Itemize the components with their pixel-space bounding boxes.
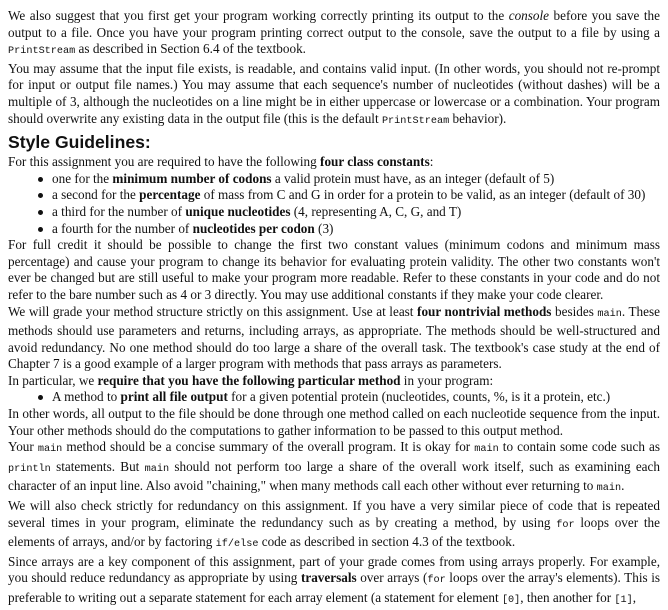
list-item bbox=[38, 221, 660, 238]
text: a valid protein must have, as an integer (default of 5) bbox=[271, 170, 555, 186]
document-body bbox=[8, 8, 660, 610]
paragraph-full-credit: For full credit it should be possible to change the first two constant values (minimum codons and minimum mass percentage) and cause your program to change its behavior for evaluating protein validity. The other two constants won't ever be changed but are still useful to make your program more readable. Refer to these constants in your code and do not refer to the bare number such as 4 or 3 directly. You may use additional constants if they make your code clearer. bbox=[8, 237, 660, 302]
text: We also suggest that you first get your program working correctly printing its output to the bbox=[8, 8, 509, 23]
code-index-0: [0] bbox=[501, 595, 521, 606]
code-main: main bbox=[474, 444, 499, 456]
code-if-else: if/else bbox=[215, 539, 259, 551]
text: Your bbox=[8, 439, 38, 455]
text: . bbox=[621, 478, 625, 494]
text: loops over the array's elements). This is preferable to writing out a separate statement for each array element (a statement for element bbox=[8, 570, 660, 605]
paragraph-arrays bbox=[8, 554, 660, 610]
bold-term: percentage bbox=[139, 187, 201, 203]
text: one for the bbox=[52, 170, 113, 186]
text: in your program: bbox=[400, 372, 494, 388]
text: loops over the elements of arrays, and/or by factoring bbox=[8, 514, 660, 550]
bold-traversals: traversals bbox=[300, 570, 357, 586]
constants-list bbox=[8, 171, 660, 237]
text: as described in Section 6.4 of the textbook. bbox=[75, 41, 306, 57]
text: (3) bbox=[314, 220, 334, 236]
paragraph-method-structure bbox=[8, 304, 660, 373]
text: In particular, we bbox=[8, 372, 98, 388]
code-for: for bbox=[427, 575, 446, 587]
text: besides bbox=[551, 303, 598, 319]
paragraph-required-method-intro bbox=[8, 373, 660, 390]
text: We will also check strictly for redundancy on this assignment. If you have a very similar piece of code that is repeated several times in your program, eliminate the redundancy such as by creating a method, by using bbox=[8, 498, 660, 530]
text: Since arrays are a key component of this assignment, part of your grade comes from using arrays properly. For example, you should reduce redundancy as appropriate by using bbox=[8, 553, 660, 586]
list-item bbox=[38, 187, 660, 204]
text: code as described in section 4.3 of the textbook. bbox=[258, 534, 516, 550]
code-main: main bbox=[596, 483, 622, 495]
text: behavior). bbox=[449, 110, 507, 126]
bold-term: nucleotides per codon bbox=[192, 220, 315, 236]
list-item bbox=[38, 204, 660, 221]
style-guidelines-heading: Style Guidelines: bbox=[8, 132, 151, 153]
bold-term: print all file output bbox=[120, 389, 228, 405]
bullet-icon bbox=[38, 193, 43, 198]
text: statements. But bbox=[50, 458, 145, 474]
text: a second for the bbox=[52, 187, 140, 203]
text: a fourth for the number of bbox=[52, 220, 193, 236]
text: (4, representing A, C, G, and T) bbox=[290, 203, 462, 219]
emphasis-console: console bbox=[508, 8, 550, 23]
text: A method to bbox=[52, 389, 121, 405]
paragraph-input-assumptions bbox=[8, 61, 660, 130]
bold-term: unique nucleotides bbox=[185, 203, 291, 219]
text: , then another for bbox=[520, 590, 615, 605]
paragraph-output-method: In other words, all output to the file should be done through one method called on each nucleotide sequence from the input. Your other methods should do the computations to gather information to be passed to this output method. bbox=[8, 406, 660, 438]
code-index-1: [1] bbox=[614, 595, 633, 606]
code-main: main bbox=[37, 444, 63, 456]
text: We will grade your method structure strictly on this assignment. Use at least bbox=[8, 303, 418, 319]
text: . These methods should use parameters and returns, including arrays, as appropriate. The methods should be well-structured and avoid redundancy. No one method should do too large a share of the overall task. The textbook's case study at the end of Chapter 7 is a good example of a larger program with methods that pass arrays as parameters. bbox=[8, 303, 660, 372]
text: before you save the output to a file. Once you have your program printing correct output to the console, save the output to a file by using a bbox=[8, 8, 660, 40]
list-item bbox=[38, 389, 660, 406]
bullet-icon bbox=[38, 227, 43, 232]
bold-four-nontrivial-methods: four nontrivial methods bbox=[417, 303, 552, 319]
code-println: println bbox=[8, 463, 51, 475]
bold-term: minimum number of codons bbox=[112, 170, 272, 186]
text: , bbox=[632, 590, 637, 605]
bold-four-class-constants: four class constants bbox=[320, 154, 430, 170]
text: over arrays ( bbox=[356, 570, 428, 586]
code-printstream: PrintStream bbox=[381, 115, 450, 127]
bullet-icon bbox=[38, 395, 43, 400]
text: a third for the number of bbox=[52, 203, 186, 219]
text: For this assignment you are required to have the following bbox=[8, 154, 321, 170]
bold-required-method: require that you have the following particular method bbox=[97, 372, 401, 388]
text: should not perform too large a share of the overall work itself, such as examining each character of an input line. Also avoid "chaining," when many methods call each other without ever returning to bbox=[8, 458, 660, 494]
text: to contain some code such as bbox=[498, 439, 660, 455]
bullet-icon bbox=[38, 177, 43, 182]
text: : bbox=[429, 154, 434, 170]
text: for a given potential protein (nucleotides, counts, %, is it a protein, etc.) bbox=[227, 389, 611, 405]
list-item bbox=[38, 171, 660, 188]
text: method should be a concise summary of the overall program. It is okay for bbox=[62, 439, 475, 455]
code-main: main bbox=[144, 463, 170, 475]
paragraph-console-output bbox=[8, 8, 660, 61]
text: You may assume that the input file exists, is readable, and contains valid input. (In other words, you should not re-prompt for input or output file names.) You may assume that each sequence's number of nucleotides (without dashes) will be a multiple of 3, although the nucleotides on a line might be in either uppercase or lowercase or a combination. Your program should overwrite any existing data in the output file (this is the default bbox=[8, 60, 660, 126]
paragraph-redundancy bbox=[8, 498, 660, 554]
bullet-icon bbox=[38, 210, 43, 215]
code-main: main bbox=[597, 308, 622, 320]
required-method-list bbox=[8, 389, 660, 406]
code-printstream: PrintStream bbox=[8, 46, 76, 58]
code-for: for bbox=[556, 519, 575, 531]
text: of mass from C and G in order for a protein to be valid, as an integer (default of 30) bbox=[200, 187, 646, 203]
paragraph-main-method bbox=[8, 439, 660, 498]
paragraph-class-constants-intro bbox=[8, 154, 660, 171]
